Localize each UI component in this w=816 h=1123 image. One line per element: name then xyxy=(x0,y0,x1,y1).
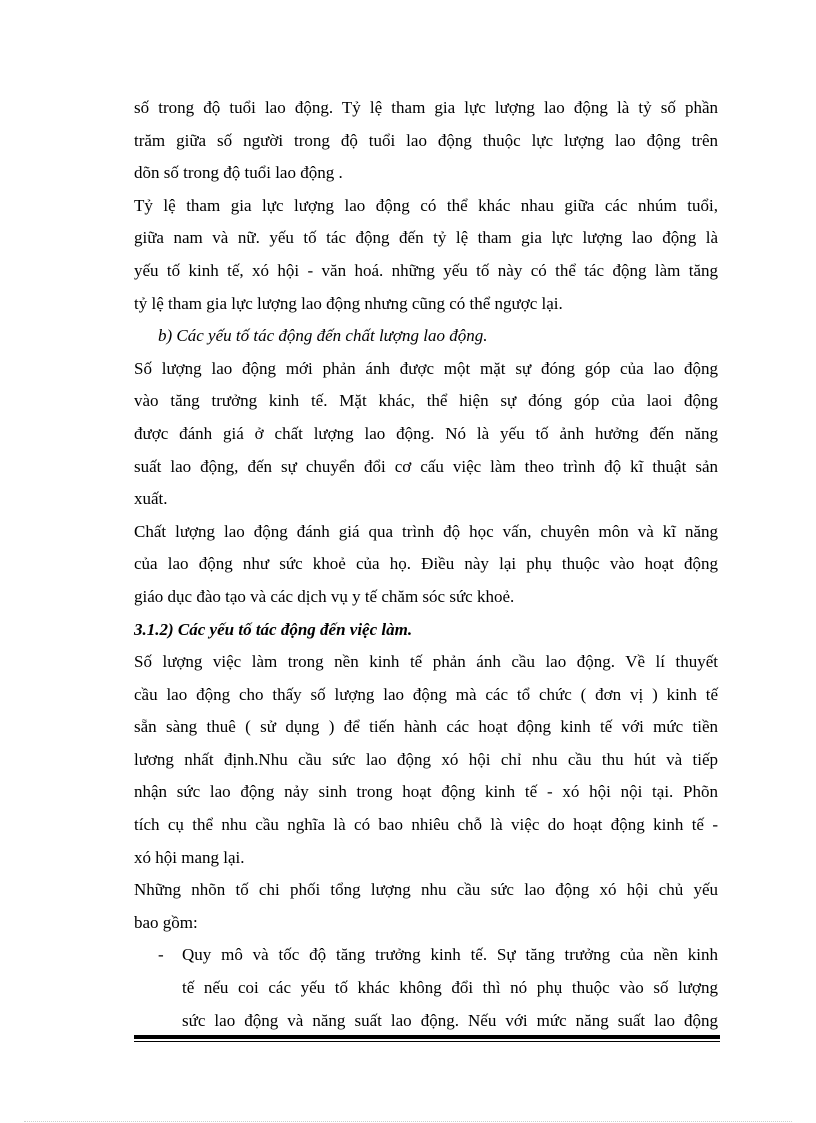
paragraph-demand-determinants xyxy=(134,874,718,939)
page-body xyxy=(134,92,718,1037)
text-line: tế nếu coi các yếu tố khác không đổi thì nó phụ thuộc vào số lượng xyxy=(182,978,718,998)
text-line: dõn số trong độ tuổi lao động . xyxy=(134,163,343,183)
footer-rule-thin xyxy=(134,1041,720,1042)
text-line: tích cụ thể nhu cầu nghĩa là có bao nhiêu chỗ là việc do hoạt động kinh tế - xyxy=(134,815,718,835)
text-line: giáo dục đào tạo và các dịch vụ y tế chăm sóc sức khoẻ. xyxy=(134,586,515,606)
footer-rule-thick xyxy=(134,1035,720,1039)
text-line: yếu tố kinh tế, xó hội - văn hoá. những yếu tố này có thể tác động làm tăng xyxy=(134,260,718,280)
text-line: Những nhõn tố chi phối tổng lượng nhu cầu sức lao động xó hội chủ yếu xyxy=(134,880,718,900)
text-line: xuất. xyxy=(134,489,168,509)
text-line: lương nhất định.Nhu cầu sức lao động xó hội chỉ nhu cầu thu hút và tiếp xyxy=(134,749,718,769)
text-line: Số lượng việc làm trong nền kinh tế phản ánh cầu lao động. Về lí thuyết xyxy=(134,652,718,672)
text-line: vào tăng trưởng kinh tế. Mặt khác, thể hiện sự đóng góp của laoi động xyxy=(134,391,718,411)
paragraph-labour-quantity-contribution xyxy=(134,353,718,516)
text-line: suất lao động, đến sự chuyển đổi cơ cấu việc làm theo trình độ kĩ thuật sản xyxy=(134,456,718,476)
text-line: được đánh giá ở chất lượng lao động. Nó là yếu tố ảnh hưởng đến năng xyxy=(134,423,718,443)
text-line: trăm giữa số người trong độ tuổi lao động thuộc lực lượng lao động trên xyxy=(134,130,718,150)
bullet-dash: - xyxy=(158,945,164,965)
paragraph-participation-factors xyxy=(134,190,718,320)
bullet-list xyxy=(134,939,718,1037)
paragraph-labour-demand xyxy=(134,646,718,874)
text-line: Chất lượng lao động đánh giá qua trình độ học vấn, chuyên môn và kĩ năng xyxy=(134,521,718,541)
text-line: Quy mô và tốc độ tăng trưởng kinh tế. Sự tăng trưởng của nền kinh xyxy=(182,945,718,965)
section-heading-employment-factors: 3.1.2) Các yếu tố tác động đến việc làm. xyxy=(134,619,413,639)
text-line: Tỷ lệ tham gia lực lượng lao động có thể khác nhau giữa các nhúm tuổi, xyxy=(134,195,718,215)
paragraph-labour-quality-assessment xyxy=(134,516,718,614)
text-line: của lao động như sức khoẻ của họ. Điều này lại phụ thuộc vào hoạt động xyxy=(134,554,718,574)
text-line: cầu lao động cho thấy số lượng lao động mà các tổ chức ( đơn vị ) kinh tế xyxy=(134,684,718,704)
text-line: xó hội mang lại. xyxy=(134,847,245,867)
paragraph-labour-participation-definition xyxy=(134,92,718,190)
text-line: nhận sức lao động nảy sinh trong hoạt động kinh tế - xó hội nội tại. Phõn xyxy=(134,782,718,802)
text-line: bao gồm: xyxy=(134,912,198,932)
text-line: số trong độ tuổi lao động. Tỷ lệ tham gia lực lượng lao động là tỷ số phần xyxy=(134,98,718,117)
text-line: sức lao động và năng suất lao động. Nếu với mức năng suất lao động xyxy=(182,1010,718,1030)
list-item xyxy=(134,939,718,972)
subheading-labour-quality-factors: b) Các yếu tố tác động đến chất lượng lao động. xyxy=(158,326,488,346)
text-line: tỷ lệ tham gia lực lượng lao động nhưng cũng có thể ngược lại. xyxy=(134,293,563,313)
text-line: Số lượng lao động mới phản ánh được một mặt sự đóng góp của lao động xyxy=(134,358,718,378)
text-line: giữa nam và nữ. yếu tố tác động đến tỷ lệ tham gia lực lượng lao động là xyxy=(134,228,718,248)
page-edge-dotted-border xyxy=(24,1121,792,1122)
text-line: sẵn sàng thuê ( sử dụng ) để tiến hành các hoạt động kinh tế với mức tiền xyxy=(134,717,718,737)
